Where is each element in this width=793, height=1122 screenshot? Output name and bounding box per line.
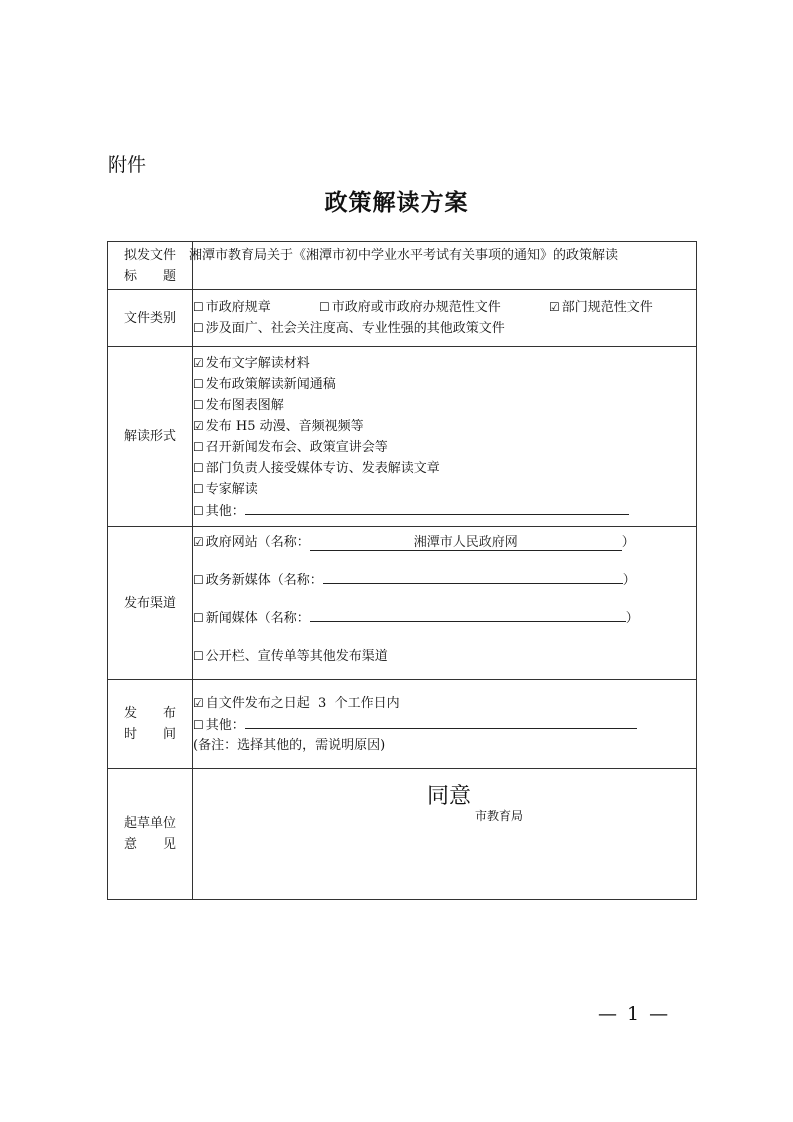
checkbox-icon[interactable]: ☐: [193, 460, 204, 475]
other-time-field[interactable]: [245, 714, 637, 729]
document-title: 政策解读方案: [324, 189, 469, 216]
attachment-heading: 附件: [108, 154, 147, 176]
row-publish-channel: [108, 527, 697, 680]
type-option-other-policy[interactable]: ☐ 涉及面广、社会关注度高、专业性强的其他政策文件: [193, 321, 505, 336]
type-option-department-normative[interactable]: ☑ 部门规范性文件: [549, 300, 653, 315]
form-option-press-conference[interactable]: ☐ 召开新闻发布会、政策宣讲会等: [193, 439, 388, 455]
form-option-expert[interactable]: ☐ 专家解读: [193, 481, 258, 497]
opinion-unit-name: 市教育局: [475, 809, 524, 823]
form-option-graphics[interactable]: ☐ 发布图表图解: [193, 397, 284, 413]
checkbox-icon[interactable]: ☐: [193, 573, 204, 587]
form-option-other[interactable]: ☐ 其他：: [193, 500, 696, 521]
type-option-normative-documents[interactable]: ☐ 市政府或市政府办规范性文件: [319, 300, 501, 315]
document-title-value: 湘潭市教育局关于《湘潭市初中学业水平考试有关事项的通知》的政策解读: [193, 242, 697, 290]
drafting-unit-opinion-value: [193, 769, 697, 900]
checkbox-icon[interactable]: ☐: [193, 649, 204, 663]
time-option-other[interactable]: ☐ 其他：: [193, 714, 696, 735]
checked-checkbox-icon[interactable]: ☑: [193, 355, 204, 370]
policy-interpretation-form: [107, 241, 697, 900]
form-option-leader-interview[interactable]: ☐ 部门负责人接受媒体专访、发表解读文章: [193, 460, 440, 476]
label-drafting-unit-opinion: 起草单位 意 见: [108, 769, 193, 900]
checked-checkbox-icon[interactable]: ☑: [549, 300, 560, 314]
channel-option-gov-new-media[interactable]: ☐ 政务新媒体（名称： ）: [193, 573, 636, 588]
channel-option-bulletin[interactable]: ☐ 公开栏、宣传单等其他发布渠道: [193, 649, 388, 664]
checkbox-icon[interactable]: ☐: [193, 481, 204, 496]
label-document-title: 拟发文件 标 题: [108, 242, 193, 290]
publish-time-note: (备注：选择其他的，需说明原因): [193, 737, 386, 753]
channel-option-gov-website[interactable]: ☑ 政府网站（名称： 湘潭市人民政府网 ）: [193, 535, 635, 550]
row-drafting-unit-opinion: [108, 769, 697, 900]
checkbox-icon[interactable]: ☐: [193, 503, 204, 518]
checkbox-icon[interactable]: ☐: [193, 321, 204, 335]
time-option-within-days[interactable]: ☑ 自文件发布之日起 3 个工作日内: [193, 695, 400, 711]
label-publish-time: 发 布 时 间: [108, 680, 193, 769]
form-option-press-release[interactable]: ☐ 发布政策解读新闻通稿: [193, 376, 336, 392]
row-interpretation-form: [108, 347, 697, 527]
form-option-text-material[interactable]: ☑ 发布文字解读材料: [193, 355, 310, 371]
other-form-field[interactable]: [245, 500, 629, 515]
checkbox-icon[interactable]: ☐: [193, 439, 204, 454]
row-document-title: [108, 242, 697, 290]
checkbox-icon[interactable]: ☐: [193, 376, 204, 391]
form-option-h5-video[interactable]: ☑ 发布 H5 动漫、音频视频等: [193, 418, 364, 434]
channel-option-news-media[interactable]: ☐ 新闻媒体（名称： ）: [193, 611, 639, 626]
label-publish-channel: 发布渠道: [108, 527, 193, 680]
news-media-name-field[interactable]: [310, 621, 626, 622]
document-type-options: [193, 290, 697, 347]
checked-checkbox-icon[interactable]: ☑: [193, 695, 204, 710]
publish-time-options: [193, 680, 697, 769]
checkbox-icon[interactable]: ☐: [193, 717, 204, 732]
row-publish-time: [108, 680, 697, 769]
opinion-text: 同意: [427, 784, 472, 809]
checkbox-icon[interactable]: ☐: [193, 611, 204, 625]
type-option-municipal-rules[interactable]: ☐ 市政府规章: [193, 300, 271, 315]
checkbox-icon[interactable]: ☐: [319, 300, 330, 314]
checked-checkbox-icon[interactable]: ☑: [193, 418, 204, 433]
new-media-name-field[interactable]: [323, 583, 623, 584]
checkbox-icon[interactable]: ☐: [193, 397, 204, 412]
interpretation-form-options: [193, 347, 697, 527]
checked-checkbox-icon[interactable]: ☑: [193, 535, 204, 549]
label-document-type: 文件类别: [108, 290, 193, 347]
row-document-type: [108, 290, 697, 347]
publish-channel-options: [193, 527, 697, 680]
page-number: — 1 —: [598, 1003, 671, 1025]
label-interpretation-form: 解读形式: [108, 347, 193, 527]
gov-website-name-field[interactable]: 湘潭市人民政府网: [310, 535, 622, 551]
checkbox-icon[interactable]: ☐: [193, 300, 204, 314]
